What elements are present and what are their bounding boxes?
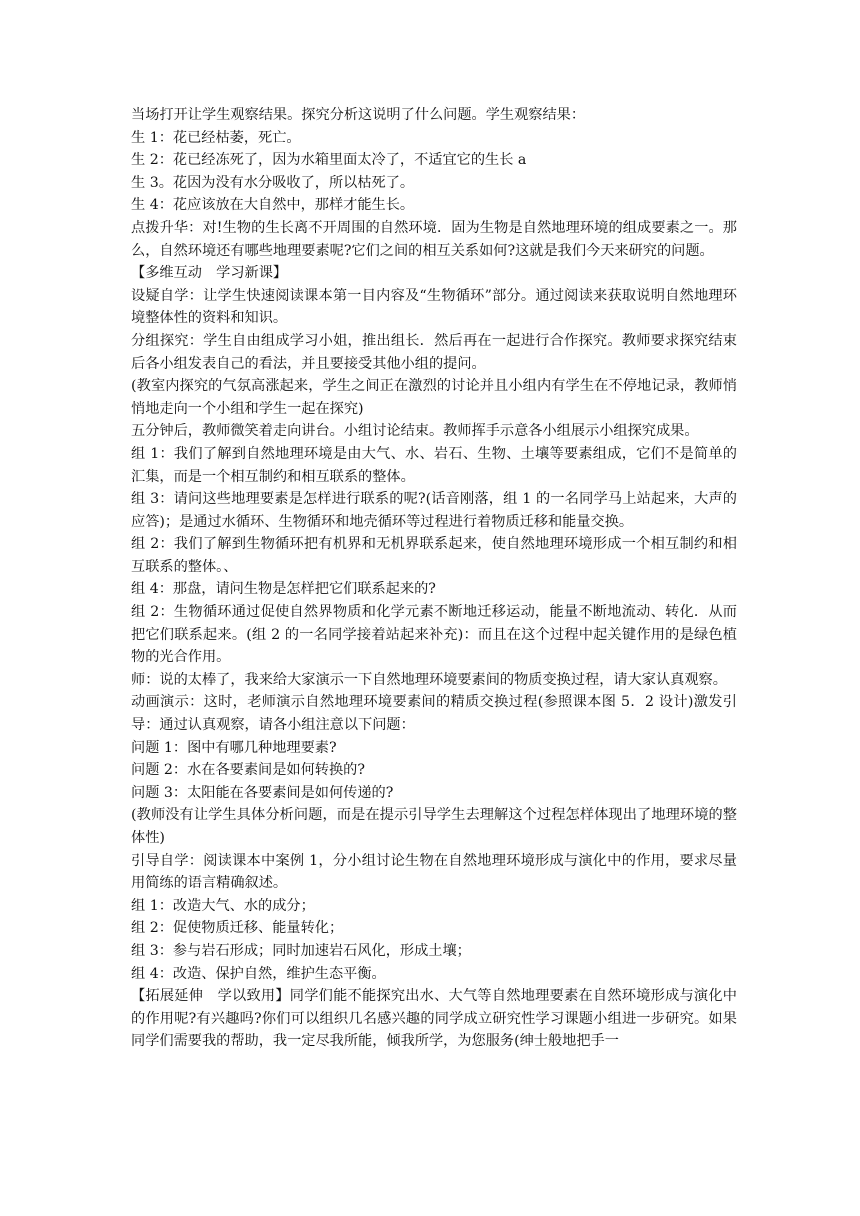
section-heading: 【多维互动 学习新课】 xyxy=(131,265,288,282)
paragraph: 问题 1：图中有哪几种地理要素? xyxy=(131,739,337,756)
paragraph: 生 1：花已经枯萎，死亡。 xyxy=(131,129,301,146)
paragraph: 生 4：花应该放在大自然中，那样才能生长。 xyxy=(131,197,415,214)
paragraph: 组 3：参与岩石形成；同时加速岩石风化，形成土壤； xyxy=(131,942,471,959)
paragraph: 【拓展延伸 学以致用】同学们能不能探究出水、大气等自然地理要素在自然环境形成与演化中的作用呢?有兴趣吗?你们可以组织几名感兴趣的同学成立研究性学习课题小组进一步研究。如果同学们需要我的帮助，我一定尽我所能，倾我所学，为您服务(绅士般地把手一 xyxy=(131,988,737,1050)
paragraph: 组 1：改造大气、水的成分； xyxy=(131,897,315,914)
paragraph: 动画演示：这时，老师演示自然地理环境要素间的精质交换过程(参照课本图 5．2 设计)激发引导：通过认真观察，请各小组注意以下问题： xyxy=(131,694,737,734)
paragraph: 组 4：改造、保护自然，维护生态平衡。 xyxy=(131,965,386,982)
paragraph: 点拨升华：对!生物的生长离不开周围的自然环境．固为生物是自然地理环境的组成要素之一。那么，自然环境还有哪些地理要素呢?它们之间的相互关系如何?这就是我们今天来研究的问题。 xyxy=(131,219,737,259)
paragraph: (教师没有让学生具体分析问题，而是在提示引导学生去理解这个过程怎样体现出了地理环境的整体性) xyxy=(131,807,737,846)
paragraph: 问题 3：太阳能在各要素间是如何传递的? xyxy=(131,784,394,801)
paragraph: 五分钟后，教师微笑着走向讲台。小组讨论结束。教师挥手示意各小组展示小组探究成果。 xyxy=(131,423,699,440)
paragraph: 当场打开让学生观察结果。探究分析这说明了什么问题。学生观察结果： xyxy=(131,107,586,123)
paragraph: 生 2：花已经冻死了，因为水箱里面太冷了，不适宜它的生长 a xyxy=(131,152,527,169)
paragraph: 组 2：促使物质迁移、能量转化； xyxy=(131,920,344,937)
paragraph: 分组探究：学生自由组成学习小姐，推出组长．然后再在一起进行合作探究。教师要求探究结束后各小组发表自己的看法，并且要接受其他小组的提问。 xyxy=(131,332,737,372)
document-body xyxy=(131,104,737,1053)
paragraph: 组 2：我们了解到生物循环把有机界和无机界联系起来，使自然地理环境形成一个相互制约和相互联系的整体。、 xyxy=(131,536,737,575)
paragraph: (教室内探究的气氛高涨起来，学生之间正在激烈的讨论并且小组内有学生在不停地记录，教师悄悄地走向一个小组和学生一起在探究) xyxy=(131,378,737,417)
paragraph: 组 3：请问这些地理要素是怎样进行联系的呢?(话音刚落，组 1 的一名同学马上站起来，大声的应答)；是通过水循环、生物循环和地壳循环等过程进行着物质迁移和能量交换。 xyxy=(131,491,737,530)
paragraph: 问题 2：水在各要素间是如何转换的? xyxy=(131,762,365,779)
paragraph: 引导自学：阅读课本中案例 1，分小组讨论生物在自然地理环境形成与演化中的作用，要求尽量用简练的语言精确叙述。 xyxy=(131,852,737,892)
paragraph: 组 1：我们了解到自然地理环境是由大气、水、岩石、生物、土壤等要素组成，它们不是简单的汇集，而是一个相互制约和相互联系的整体。 xyxy=(131,445,737,485)
paragraph: 生 3。花因为没有水分吸收了，所以枯死了。 xyxy=(131,174,415,191)
paragraph: 组 4：那盘，请问生物是怎样把它们联系起来的? xyxy=(131,581,436,598)
paragraph: 设疑自学：让学生快速阅读课本第一目内容及“生物循环”部分。通过阅读来获取说明自然地理环境整体性的资料和知识。 xyxy=(131,287,737,327)
paragraph: 组 2：生物循环通过促使自然界物质和化学元素不断地迁移运动，能量不断地流动、转化．从而把它们联系起来。(组 2 的一名同学接着站起来补充)：而且在这个过程中起关键作用的是绿色植物的光合作用。 xyxy=(131,604,737,666)
paragraph: 师：说的太棒了，我来给大家演示一下自然地理环境要素间的物质变换过程，请大家认真观察。 xyxy=(131,671,727,688)
